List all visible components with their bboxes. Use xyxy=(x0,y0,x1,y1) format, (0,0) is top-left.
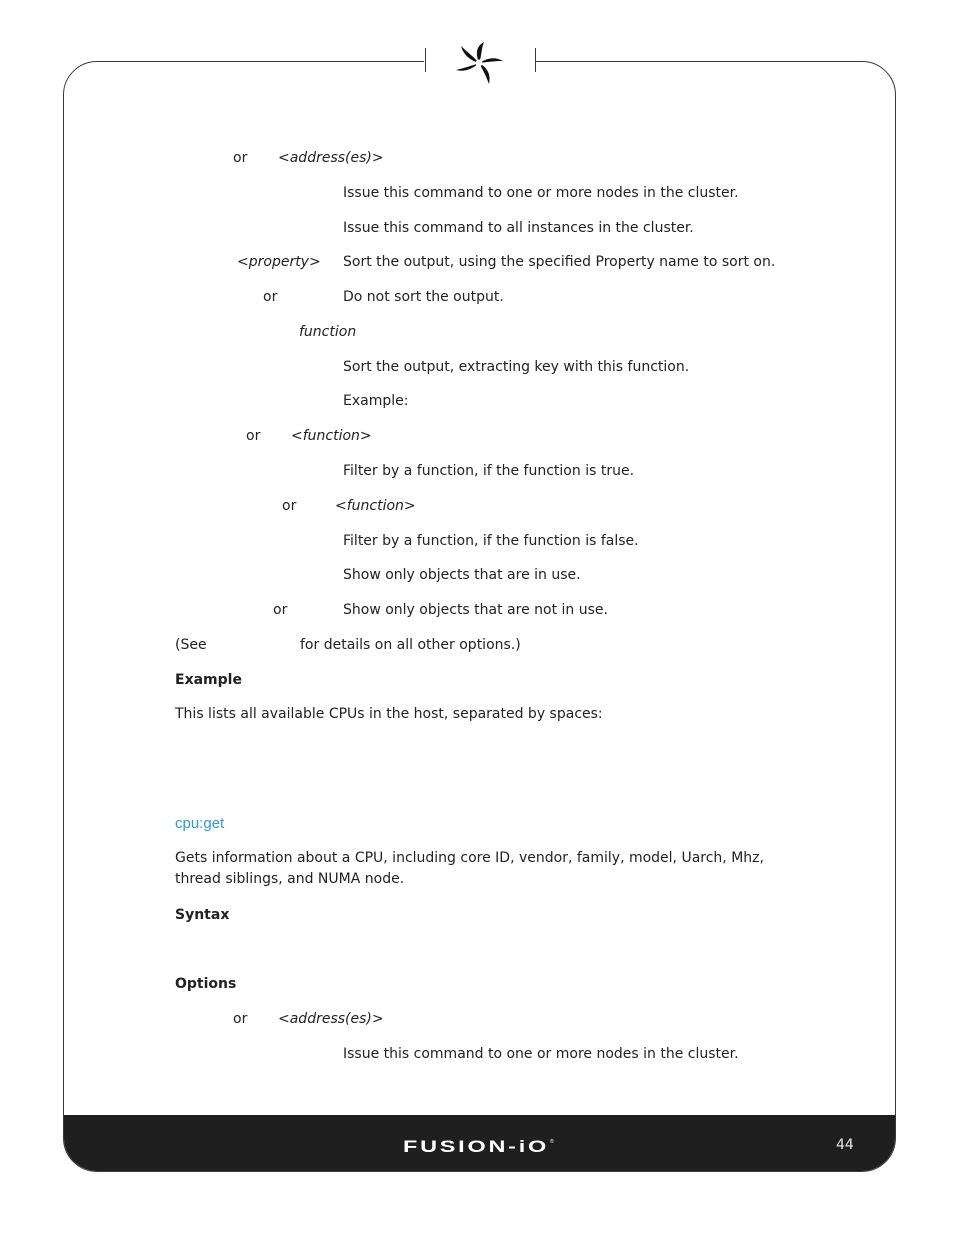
option-description: Show only objects that are not in use. xyxy=(343,602,608,618)
option-argument: <property> xyxy=(237,254,321,270)
option-description: Filter by a function, if the function is true. xyxy=(343,463,635,479)
option-description: Do not sort the output. xyxy=(343,289,504,305)
see-suffix: for details on all other options.) xyxy=(300,637,521,653)
fusion-io-star-icon xyxy=(451,40,507,86)
option-argument: <address(es)> xyxy=(278,150,384,166)
option-description: Issue this command to all instances in the cluster. xyxy=(343,220,694,236)
option-or: or xyxy=(233,1011,248,1027)
section-title: cpu:get xyxy=(175,815,225,832)
option-description: Example: xyxy=(343,393,409,409)
section-description: Gets information about a CPU, including core ID, vendor, family, model, Uarch, Mhz, thread siblings, and NUMA node. xyxy=(175,850,764,887)
header-divider-right xyxy=(535,48,536,72)
option-description: Filter by a function, if the function is false. xyxy=(343,533,639,549)
option-description: Show only objects that are in use. xyxy=(343,567,581,583)
svg-text:®: ® xyxy=(550,1139,554,1145)
example-heading: Example xyxy=(175,672,242,688)
see-prefix: (See xyxy=(175,637,207,653)
syntax-heading: Syntax xyxy=(175,907,230,923)
option-or: or xyxy=(282,498,297,514)
option-description: Sort the output, extracting key with this function. xyxy=(343,359,690,375)
option-description: Issue this command to one or more nodes in the cluster. xyxy=(343,185,739,201)
option-description: Sort the output, using the specified Property name to sort on. xyxy=(343,254,776,270)
option-or: or xyxy=(246,428,261,444)
example-text: This lists all available CPUs in the host, separated by spaces: xyxy=(175,706,603,722)
option-or: or xyxy=(263,289,278,305)
option-argument: <address(es)> xyxy=(278,1011,384,1027)
page-number: 44 xyxy=(836,1137,854,1153)
fusion-io-logo xyxy=(403,1136,555,1156)
option-description: Issue this command to one or more nodes in the cluster. xyxy=(343,1046,739,1062)
option-or: or xyxy=(233,150,248,166)
option-argument: <function> xyxy=(335,498,416,514)
svg-text:FUSION-iO: FUSION-iO xyxy=(403,1137,549,1156)
option-argument: <function> xyxy=(291,428,372,444)
options-heading: Options xyxy=(175,976,237,992)
option-or: or xyxy=(273,602,288,618)
option-argument: function xyxy=(299,324,357,340)
header-divider-left xyxy=(425,48,426,72)
